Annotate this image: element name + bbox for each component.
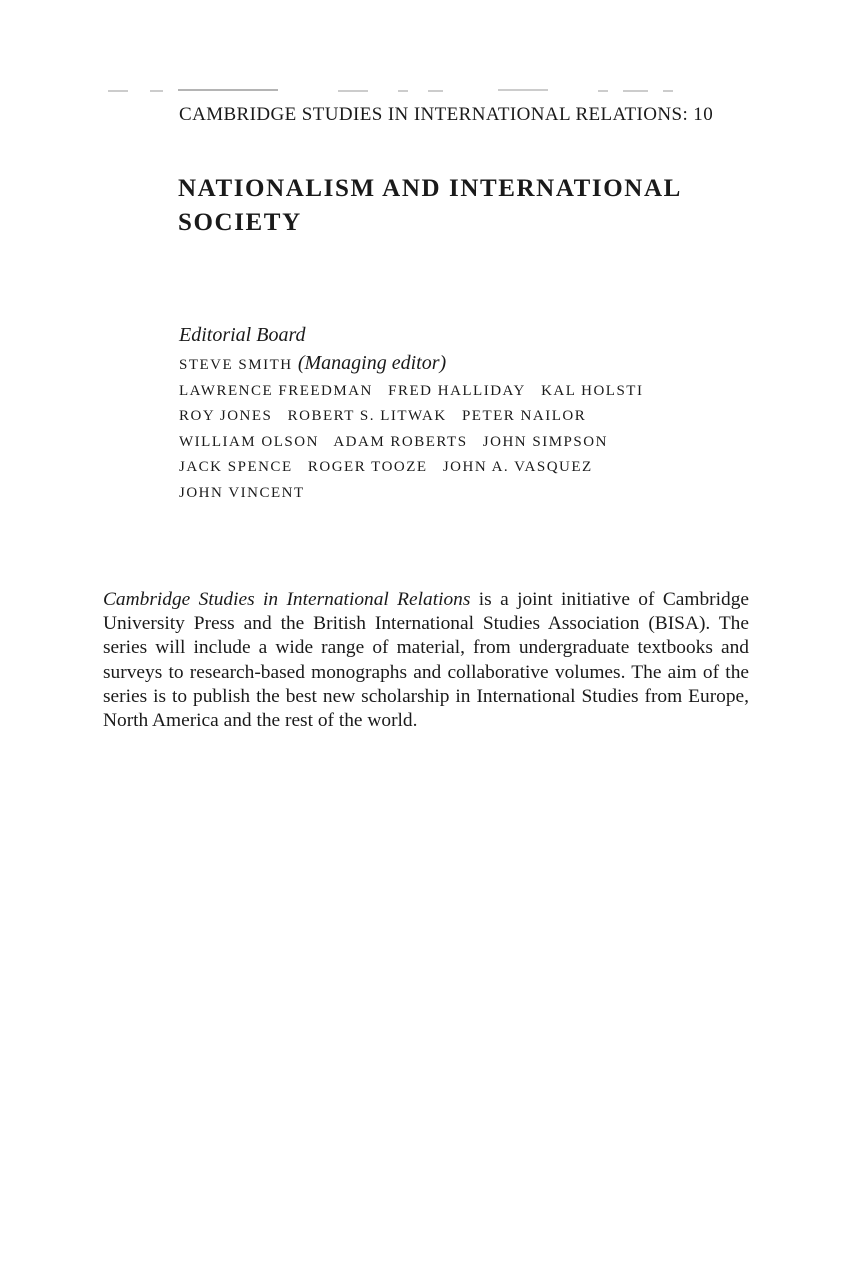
book-title-line-2: SOCIETY: [178, 209, 302, 236]
board-member: ROY JONES: [179, 408, 273, 425]
board-member: ROGER TOOZE: [307, 459, 428, 476]
series-heading: CAMBRIDGE STUDIES IN INTERNATIONAL RELATIONS: 10: [179, 104, 714, 125]
board-member-row: [179, 455, 653, 481]
series-name: Cambridge Studies in International Relations: [103, 589, 471, 610]
editorial-board: [179, 322, 653, 507]
board-member: PETER NAILOR: [461, 408, 587, 425]
series-description: [103, 588, 749, 733]
board-member-row: [179, 430, 653, 456]
board-member: FRED HALLIDAY: [388, 382, 526, 399]
board-member-row: [179, 379, 653, 405]
book-title: [178, 172, 778, 240]
editorial-board-heading: Editorial Board: [179, 324, 306, 346]
board-member: JOHN VINCENT: [179, 484, 305, 501]
board-member: ADAM ROBERTS: [333, 433, 468, 450]
board-member: ROBERT S. LITWAK: [287, 408, 447, 425]
board-member: JOHN A. VASQUEZ: [442, 459, 593, 476]
board-member: KAL HOLSTI: [541, 382, 644, 399]
board-member-row: [179, 404, 653, 430]
board-member: JACK SPENCE: [179, 459, 293, 476]
board-member: WILLIAM OLSON: [179, 433, 319, 450]
managing-editor-line: [179, 351, 653, 379]
scan-artifact-line: [108, 89, 748, 93]
board-member: LAWRENCE FREEDMAN: [179, 382, 373, 399]
book-title-line-1: NATIONALISM AND INTERNATIONAL: [178, 175, 682, 202]
managing-editor-name: STEVE SMITH: [179, 357, 293, 373]
managing-editor-role: (Managing editor): [297, 352, 447, 374]
series-description-text: is a joint initiative of Cambridge University Press and the British International Studies Association (BISA). The series will include a wide range of material, from undergraduate textbooks and surveys to research-based monographs and collaborative volumes. The aim of the series is to publish the best new scholarship in International Studies from Europe, North America and the rest of the world.: [103, 589, 749, 732]
board-member: JOHN SIMPSON: [482, 433, 608, 450]
board-member-row: [179, 481, 653, 507]
